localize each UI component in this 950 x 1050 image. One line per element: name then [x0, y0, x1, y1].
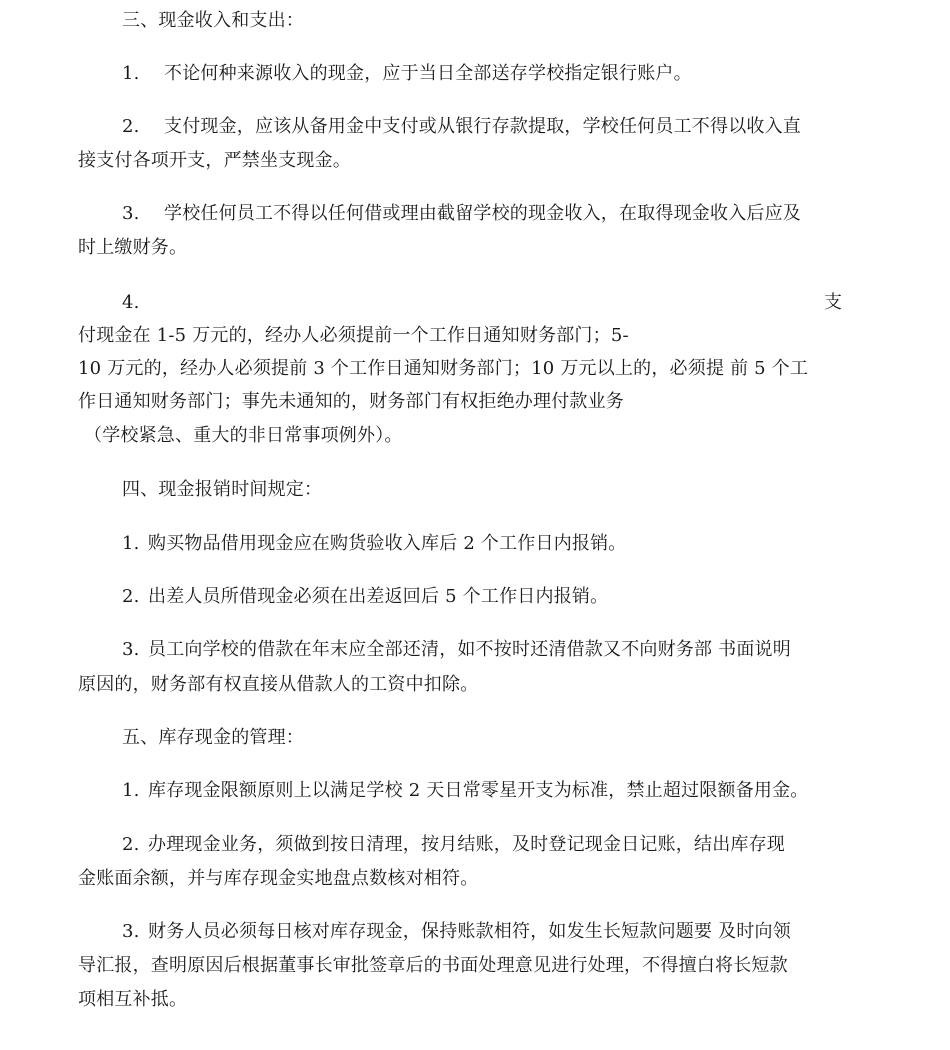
item-number: 3.	[122, 203, 140, 224]
item-text: 员工向学校的借款在年末应全部还清，如不按时还清借款又不向财务部 书面说明	[148, 639, 791, 660]
section5-item1	[122, 779, 809, 803]
item-text: 库存现金限额原则上以满足学校 2 天日常零星开支为标准，禁止超过限额备用金。	[148, 780, 809, 801]
item-number: 1.	[122, 780, 140, 801]
item-number: 1.	[122, 63, 140, 84]
section5-item2-line1	[122, 833, 785, 857]
section3-item4-right-char: 支	[824, 292, 843, 313]
item-number: 2.	[122, 586, 140, 607]
section5-item2-line2: 金账面余额，并与库存现金实地盘点数核对相符。	[78, 868, 479, 889]
item-text: 购买物品借用现金应在购货验收入库后 2 个工作日内报销。	[148, 533, 627, 554]
item-text: 支付现金，应该从备用金中支付或从银行存款提取，学校任何员工不得以收入直	[164, 116, 801, 137]
section4-heading: 四、现金报销时间规定：	[122, 479, 323, 500]
section4-item1	[122, 532, 627, 556]
section3-item3-line2: 时上缴财务。	[78, 237, 188, 258]
section5-item3-line1	[122, 920, 791, 944]
section3-item3-line1	[122, 202, 801, 226]
section3-item1	[122, 62, 692, 86]
item-text: 财务人员必须每日核对库存现金，保持账款相符，如发生长短款问题要 及时向领	[148, 921, 791, 942]
section3-item2-line1	[122, 115, 801, 139]
item-number: 3.	[122, 639, 140, 660]
section3-item4-line5: （学校紧急、重大的非日常事项例外）。	[84, 425, 403, 446]
section5-item3-line2: 导汇报，查明原因后根据董事长审批签章后的书面处理意见进行处理，不得擅白将长短款	[78, 955, 788, 976]
section4-item3-line1	[122, 638, 791, 662]
section5-item3-line3: 项相互补抵。	[78, 989, 188, 1010]
item-text: 出差人员所借现金必须在出差返回后 5 个工作日内报销。	[148, 586, 609, 607]
item-number: 2.	[122, 834, 140, 855]
item-text: 不论何种来源收入的现金，应于当日全部送存学校指定银行账户。	[164, 63, 692, 84]
item-text: 办理现金业务，须做到按日清理，按月结账，及时登记现金日记账，结出库存现	[148, 834, 785, 855]
section4-item2	[122, 585, 608, 609]
item-number: 2.	[122, 116, 140, 137]
section3-item2-line2: 接支付各项开支，严禁坐支现金。	[78, 150, 351, 171]
item-number: 1.	[122, 533, 140, 554]
section3-item4-line3: 10 万元的，经办人必须提前 3 个工作日通知财务部门；10 万元以上的，必须提 前 5 个工	[78, 358, 809, 379]
item-text: 学校任何员工不得以任何借或理由截留学校的现金收入，在取得现金收入后应及	[164, 203, 801, 224]
section5-heading: 五、库存现金的管理：	[122, 727, 304, 748]
section3-heading: 三、现金收入和支出：	[122, 10, 304, 31]
section3-item4-number: 4.	[122, 292, 140, 313]
section3-item4-line4: 作日通知财务部门；事先未通知的，财务部门有权拒绝办理付款业务	[78, 391, 624, 412]
item-number: 3.	[122, 921, 140, 942]
section4-item3-line2: 原因的，财务部有权直接从借款人的工资中扣除。	[78, 674, 479, 695]
section3-item4-line2: 付现金在 1-5 万元的，经办人必须提前一个工作日通知财务部门；5-	[78, 325, 629, 346]
